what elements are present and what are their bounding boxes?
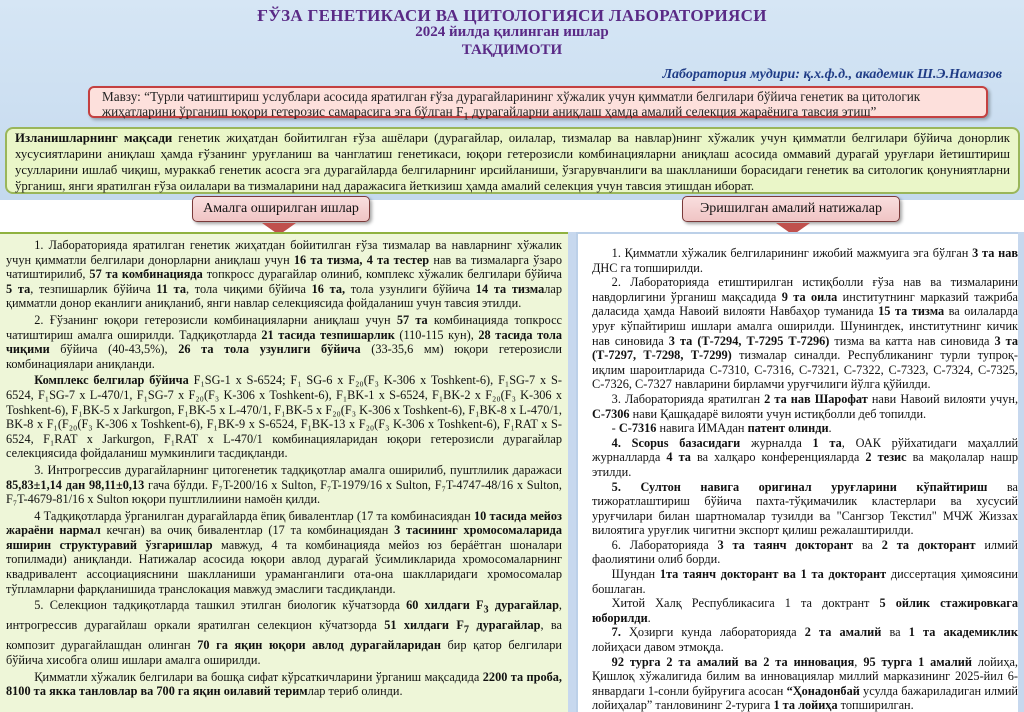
left-paragraph-5: 4 Тадқиқотларда ўрганилган дурагайларда ёпиқ бивалентлар (17 та комбинасиядан 10 тасида мейоз жараёни нармал кечган) ва очиқ бивалентлар (17 та комбинациядан 3 тасининг хромосомаларида яширин структуравий ўзгаришлар мавжуд, 4 та комбинацияда мейоз юз берáётган шоналари топилмади) аниқланди. Натижалар асосида юқори авлод дурагай ўсимликларида хромосомаларнинг квадривалент ассоциацияснини шаклланиши ураманганлиги ота-она шаклларидаги хромосомалар тўпламларни фарқланишида транслокация мавжуд эмаслиги тасдиқланди. bbox=[6, 508, 563, 596]
right-column bbox=[576, 232, 1024, 712]
goal-lead: Изланишларнинг мақсади bbox=[15, 131, 173, 145]
page-title: ҒЎЗА ГЕНЕТИКАСИ ВА ЦИТОЛОГИЯСИ ЛАБОРАТОРИЯСИ bbox=[257, 6, 767, 25]
left-paragraph-3: Комплекс белгилар бўйича F₁SG-1 x S-6524; F₁ SG-6 x F₂₀(F₃ K-306 x Toshkent-6), F₁SG-7 x S-6524, F₁SG-7 x L-470/1, F₁SG-7 x F₂₀(F₃ K-306 x Toshkent-6), F₁BK-1 x S-6524, F₁BK-2 x F₂₀(F₃ K-306 x Toshkent-6), F₁BK-5 x Jarkurgon, F₁BK-5 x L-470/1, F₁BK-5 x F₂₀(F₃ K-306 x Toshkent-6), F₁BK-8 x L-470/1, BK-8 x F₁(F₂₀(F₃ K-306 x Toshkent-6), F₁BK-9 x S-6524, F₁BK-13 x F₂₀(F₃ K-306 x Toshkent-6), F₁RAT x S-6524, F₁RAT x Jarkurgon, F₁RAT x L-470/1 комбинацияларидан юқори гетерозисли дурагайлар селекциясида фойдаланиш мумкинлиги тасдиқланди. bbox=[6, 373, 562, 461]
right-edge-stripe bbox=[1018, 232, 1024, 712]
tab-results: Эришилган амалий натижалар bbox=[682, 196, 900, 222]
right-paragraph-7: 7. Ҳозирги кунда лабораторияда 2 та амалий ва 1 та академиклик лойиҳаси давом этмоқда. bbox=[592, 625, 1018, 655]
right-paragraph-4: 4. Scopus базасидаги журналда 1 та, ОАК рўйхатидаги маҳаллий журналларда 4 та ва халқаро конференцияларда 2 тезис ва мақолалар нашр этилди. bbox=[592, 435, 1019, 479]
right-paragraph-3: 3. Лабораторияда яратилган 2 та нав Шарофат нави Навоий вилояти учун, С-7306 нави Қашқадарё вилояти учун истиқболли деб топилди. bbox=[592, 391, 1019, 421]
page-subtitle: 2024 йилда қилинган ишлар bbox=[415, 24, 609, 40]
right-paragraph-2: 2. Лабораторияда етиштирилган истиқболли ғўза нав ва тизмаларини навдорлигини ўрганиш мақсадида 9 та оила институтнинг марказий тажриба даласида ҳамда Навоий вилояти Навбаҳор туманида 15 та тизма ва оилаларда уруғ кўпайтириш ишлари амалга оширилди. Шунингдек, институтнинг кичик нав синовида 3 та (Т-7294, Т-7295 Т-7296) тизма ва катта нав синовида 3 та (Т-7297, Т-7298, Т-7299) тизмалар синалди. Республиканинг турли тупроқ-иқлим шароитларида С-7310, С-7316, С-7321, С-7322, С-7323, С-7324, С-7325, С-7326, С-7327 навларини бирламчи уруғчилиги йўлга қўйилди. bbox=[592, 275, 1018, 392]
right-paragraph-3-patent: - С-7316 навига ИМАдан патент олинди. bbox=[611, 421, 832, 436]
left-paragraph-7: Қимматли хўжалик белгилари ва бошқа сифат кўрсаткичларини ўрганиш мақсадида 2200 та проба, 8100 та якка танловлар ва 700 га яқин оилавий теримлар териб олинди. bbox=[6, 669, 563, 699]
lab-head-name: қ.х.ф.д., академик Ш.Э.Намазов bbox=[803, 67, 1002, 82]
goal-text: генетик жиҳатдан бойитилган ғўза ашёлари (дурагайлар, оилалар, тизмалар ва навлар)нинг хўжалик учун қимматли белгилари бўйича донорлик хусусиятларини аниқлаш ҳамда ғўзанинг уруғланиш ва чанглатиш генетикаси, юқори гетерозисли комбинацияларни аниқлаш асосида оммавий дурагай уруғлари йетиштириш усулларини ишлаб чиқиш, мураккаб генетик асосга эга дурагайларда белгиларнинг ирсийланиши, ўзгарувчанлиги ва шаклланиши борасидаги генетик ва ситологик қонуниятларни ўрганиш, янги яратилган ғўза оилалари ва тизмаларини над даражасига йеткизиш ҳамда амалий селекция учун тавсия этишдан иборат. bbox=[15, 131, 1011, 193]
right-paragraph-6c: Хитой Халқ Республикасига 1 та доктрант 5 ойлик стажировкага юборилди. bbox=[592, 596, 1018, 625]
goal-box bbox=[5, 127, 1020, 194]
right-paragraph-5: 5. Султон навига оригинал уруғларини кўпайтириш ва тижоратлаштириш бўйича пахта-тўқимачилик кластерлари ва хусусий уруғчилари билан шартномалар тузилди ва "Сангзор Текстил" МЧЖ Жиззах вилоятига уруғлик чигитни экспорт қилиш режалаштирилди. bbox=[592, 479, 1018, 538]
column-divider bbox=[568, 232, 576, 712]
left-paragraph-1: 1. Лабораторияда яратилган генетик жиҳатдан бойитилган ғўза тизмалар ва навларнинг хўжалик учун қимматли белгилари донорларни аниқлаш учун 16 та тизма, 4 та тестер нав ва тизмаларга ўзаро чатиштирилиб, 57 та комбинацияда топкросс дурагайлар олиниб, комплекс хўжалик белгилари бўйича 5 та, тезпишарлик бўйича 11 та, тола чиқими бўйича 16 та, тола узунлиги бўйича 14 та тизмалар қимматли донор еканлиги аниқланиб, янги навлар селекциясида фойдаланиш учун тавсия этилди. bbox=[6, 238, 562, 311]
topic-box: Мавзу: “Турли чатиштириш услублари асосида яратилган ғўза дурагайларининг хўжалик учун қимматли белгилари бўйича генетик ва цитологик жиҳатларини ўрганиш юқори гетерозис самарасига эга бўлган $F_1$ дурагайларни аниқлаш ҳамда амалий селекция жараёнига тавсия этиш” bbox=[88, 86, 988, 118]
left-column bbox=[0, 232, 568, 712]
left-paragraph-6: 5. Селекцион тадқиқотларда ташкил этилган биологик кўчатзорда 60 хилдаги $F_3$ дурагайлар, интрогрессив дурагайлаш оркали яратилган селекцион кўчатзорда 51 хилдаги $F_7$ дурагайлар, ва композит дурагайлашдан олинган 70 га яқин юқори авлод дурагайларидан бир қатор белгилари бўйича хисобга олиш ишлари амалга оширилди. bbox=[6, 598, 562, 667]
left-paragraph-2: 2. Ғўзанинг юқори гетерозисли комбинацияларни аниқлаш учун 57 та комбинацияда топкросс чатиштириш амалга оширилди. Тадқиқотларда 21 тасида тезпишарлик (110-115 кун), 28 тасида тола чиқими бўйича (40-43,5%), 26 та тола узунлиги бўйича (33-35,6 мм) юқори гетерозисли комбинациялари аниқланди. bbox=[6, 312, 562, 371]
lab-head bbox=[662, 67, 1002, 83]
page-subtitle-2: ТАҚДИМОТИ bbox=[461, 42, 563, 58]
right-paragraph-8: 92 турга 2 та амалий ва 2 та инновация, 95 турга 1 амалий лойиҳа, Қишлоқ хўжалигида билим ва инновациялар миллий марказининг 2025-йил 6-январдаги 1-сонли буйруғига асосан “Ҳонадонбай усулда бажариладиган илмий лойиҳалар” танловининг 2-турига 1 та лойиҳа топширилган. bbox=[592, 654, 1018, 712]
right-paragraph-6b: Шундан 1та таянч докторант ва 1 та докторант диссертация ҳимоясини бошлаган. bbox=[592, 567, 1018, 596]
left-paragraph-4: 3. Интрогрессив дурагайларнинг цитогенетик тадқиқотлар амалга оширилиб, пуштлилик даражаси 85,83±1,14 дан 98,11±0,13 гача бўлди. F₇T-200/16 x Sulton, F₇T-1979/16 x Sulton, F₇T-4747-48/16 x Sulton, F₇T-4679-81/16 x Sulton юқори пуштлилиини намоён қилди. bbox=[6, 462, 563, 507]
right-paragraph-6: 6. Лабораторияда 3 та таянч докторант ва 2 та докторант илмий фаолиятини олиб борди. bbox=[592, 537, 1018, 567]
lab-head-label: Лаборатория мудири: bbox=[662, 67, 801, 82]
tab-done-work: Амалга оширилган ишлар bbox=[192, 196, 370, 222]
right-paragraph-1: 1. Қимматли хўжалик белгиларининг ижобий мажмуига эга бўлган 3 та нав ДНС га топширилди. bbox=[592, 246, 1018, 275]
